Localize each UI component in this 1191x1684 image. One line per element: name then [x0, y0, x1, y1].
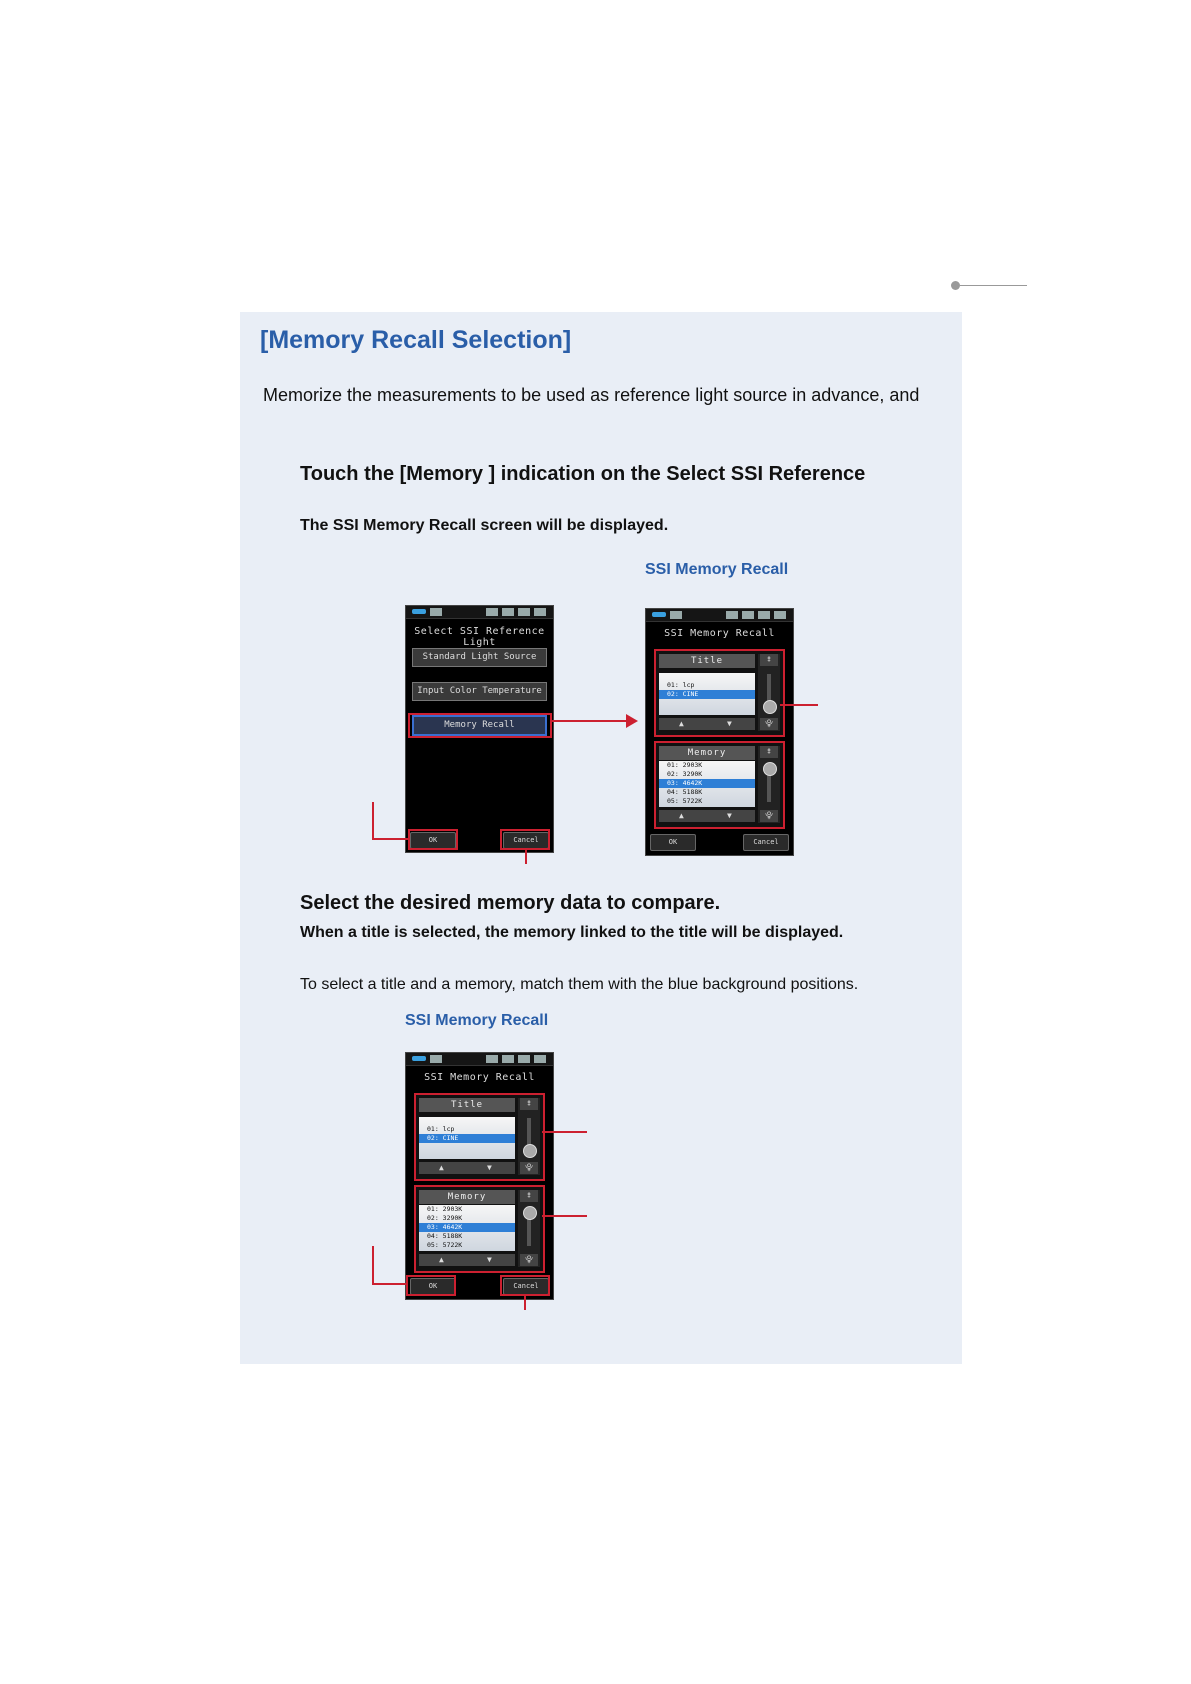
top-icon[interactable]: ⯒ [520, 1190, 538, 1202]
memory-recall-highlight [408, 713, 552, 738]
top-icon[interactable]: ⯒ [520, 1098, 538, 1110]
cancel-highlight [500, 829, 550, 850]
status-icon [502, 1055, 514, 1063]
callout-line-ok [372, 838, 410, 840]
title-row-selected[interactable]: 02: CINE [419, 1134, 515, 1143]
section-heading: [Memory Recall Selection] [260, 326, 572, 354]
memory-box-label: Memory [659, 746, 755, 760]
ok-highlight [406, 1275, 456, 1296]
title-row-selected[interactable]: 02: CINE [659, 690, 755, 699]
top-icon[interactable]: ⯒ [760, 654, 778, 666]
top-icon[interactable]: ⯒ [760, 746, 778, 758]
up-icon[interactable]: ▲ [439, 1163, 444, 1172]
title-scrollbar[interactable] [518, 1098, 540, 1175]
status-icon [486, 608, 498, 616]
scroll-knob[interactable] [523, 1206, 537, 1220]
step1-sub: The SSI Memory Recall screen will be displayed. [300, 517, 669, 534]
title-list[interactable] [659, 673, 755, 715]
memory-row[interactable]: 01: 2903K [427, 1205, 463, 1213]
cancel-button[interactable]: Cancel [503, 1278, 549, 1295]
up-icon[interactable]: ▲ [439, 1255, 444, 1264]
status-icon [774, 611, 786, 619]
callout-line-title [780, 704, 818, 706]
battery-icon [412, 1056, 426, 1061]
scroll-knob[interactable] [523, 1144, 537, 1158]
callout-line-cancel [524, 1294, 526, 1310]
step2-heading: Select the desired memory data to compare. [300, 892, 721, 914]
battery-icon [652, 612, 666, 617]
status-icon [502, 608, 514, 616]
callout-line-ok [372, 802, 374, 839]
title-row[interactable]: 01: lcp [427, 1125, 455, 1133]
bottom-icon[interactable]: ⯓ [760, 718, 778, 730]
battery-icon [412, 609, 426, 614]
ok-button[interactable]: OK [650, 834, 696, 851]
title-box-label: Title [659, 654, 755, 668]
memory-recall-screen-top [645, 608, 794, 856]
memory-row-selected[interactable]: 03: 4642K [659, 779, 755, 788]
title-list[interactable] [419, 1117, 515, 1159]
memory-row[interactable]: 01: 2903K [667, 761, 703, 769]
scroll-knob[interactable] [763, 762, 777, 776]
up-icon[interactable]: ▲ [679, 811, 684, 820]
status-icon [518, 1055, 530, 1063]
status-icon [534, 608, 546, 616]
memory-box [654, 741, 785, 829]
page-marker-line [960, 285, 1027, 286]
screen-title: Select SSI Reference Light [414, 626, 545, 648]
status-icon [758, 611, 770, 619]
down-icon[interactable]: ▼ [727, 811, 732, 820]
step2-sub: When a title is selected, the memory linked to the title will be displayed. [300, 924, 844, 941]
memory-list[interactable] [659, 761, 755, 807]
ok-button[interactable]: OK [410, 832, 456, 849]
memory-nav [419, 1254, 515, 1266]
status-icon [726, 611, 738, 619]
cancel-button[interactable]: Cancel [503, 832, 549, 849]
caption-recall-top: SSI Memory Recall [645, 561, 789, 578]
cancel-highlight [500, 1275, 550, 1296]
memory-list[interactable] [419, 1205, 515, 1251]
screen-title: SSI Memory Recall [424, 1072, 535, 1083]
memory-row[interactable]: 05: 5722K [427, 1241, 463, 1249]
flow-arrow-icon [626, 714, 638, 728]
status-icon [518, 608, 530, 616]
memory-row-selected[interactable]: 03: 4642K [419, 1223, 515, 1232]
memory-recall-button[interactable]: Memory Recall [412, 715, 547, 736]
title-box [414, 1093, 545, 1181]
status-bar [406, 1053, 553, 1066]
memory-box [414, 1185, 545, 1273]
title-nav [419, 1162, 515, 1174]
status-icon [486, 1055, 498, 1063]
callout-line-cancel [525, 848, 527, 864]
ok-button[interactable]: OK [410, 1278, 456, 1295]
down-icon[interactable]: ▼ [487, 1163, 492, 1172]
flow-arrow-line [552, 720, 632, 722]
intro-text: Memorize the measurements to be used as reference light source in advance, and [263, 385, 920, 405]
status-icon [430, 1055, 442, 1063]
page-marker-dot [951, 281, 960, 290]
status-icon [670, 611, 682, 619]
status-bar [646, 609, 793, 622]
callout-line-title [542, 1131, 587, 1133]
caption-recall-bottom: SSI Memory Recall [405, 1012, 549, 1029]
standard-light-source-button[interactable]: Standard Light Source [412, 648, 547, 667]
memory-row[interactable]: 05: 5722K [667, 797, 703, 805]
memory-row[interactable]: 04: 5188K [667, 788, 703, 796]
down-icon[interactable]: ▼ [487, 1255, 492, 1264]
bottom-icon[interactable]: ⯓ [520, 1162, 538, 1174]
memory-row[interactable]: 02: 3290K [427, 1214, 463, 1222]
memory-nav [659, 810, 755, 822]
memory-row[interactable]: 02: 3290K [667, 770, 703, 778]
callout-line-ok [372, 1283, 408, 1285]
title-box [654, 649, 785, 737]
scroll-knob[interactable] [763, 700, 777, 714]
memory-scrollbar[interactable] [758, 746, 780, 823]
callout-line-ok [372, 1246, 374, 1284]
title-scrollbar[interactable] [758, 654, 780, 731]
ok-highlight [408, 829, 458, 850]
cancel-button[interactable]: Cancel [743, 834, 789, 851]
status-bar [406, 606, 553, 619]
callout-line-memory [542, 1215, 587, 1217]
step2-note: To select a title and a memory, match them with the blue background positions. [300, 976, 859, 993]
memory-box-label: Memory [419, 1190, 515, 1204]
down-icon[interactable]: ▼ [727, 719, 732, 728]
memory-recall-screen-bottom [405, 1052, 554, 1300]
status-icon [534, 1055, 546, 1063]
input-color-temperature-button[interactable]: Input Color Temperature [412, 682, 547, 701]
status-icon [430, 608, 442, 616]
bottom-icon[interactable]: ⯓ [760, 810, 778, 822]
bottom-icon[interactable]: ⯓ [520, 1254, 538, 1266]
screen-title: SSI Memory Recall [664, 628, 775, 639]
title-box-label: Title [419, 1098, 515, 1112]
step1-heading: Touch the [Memory ] indication on the Select SSI Reference [300, 463, 866, 485]
memory-scrollbar[interactable] [518, 1190, 540, 1267]
title-nav [659, 718, 755, 730]
memory-row[interactable]: 04: 5188K [427, 1232, 463, 1240]
status-icon [742, 611, 754, 619]
up-icon[interactable]: ▲ [679, 719, 684, 728]
title-row[interactable]: 01: lcp [667, 681, 695, 689]
